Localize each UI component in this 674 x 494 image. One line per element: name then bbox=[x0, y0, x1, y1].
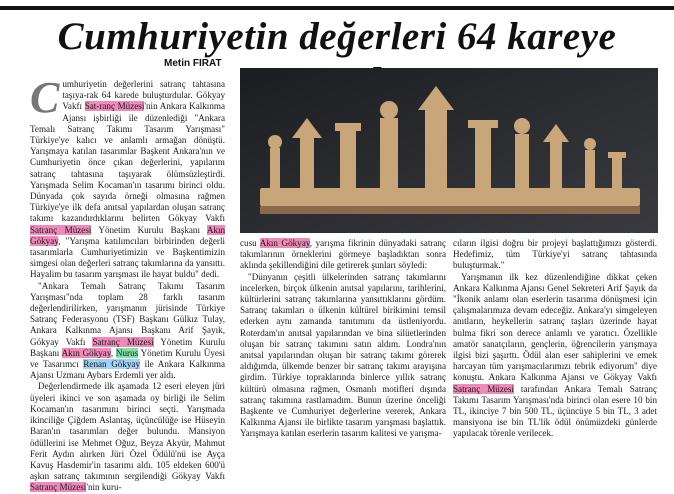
highlight: Sat-ranç Müzesi bbox=[84, 101, 145, 112]
drop-cap: C bbox=[30, 73, 60, 122]
highlight: Satranç Müzesi bbox=[92, 336, 154, 347]
article-column-3 bbox=[453, 238, 657, 440]
paragraph: cıların ilgisi doğru bir projeyi başlattığımızı gösterdi. Hedefimiz, tüm Türkiye'yi satranç tahtasında buluşturmak." bbox=[453, 238, 657, 271]
paragraph: Cumhuriyetin değerlerini satranç tahtasına taşıya-rak 64 karede buluşturdular. Gökyay Vakfı Sat-ranç Müzesi'nin Ankara Kalkınma Ajansı işbirliği ile düzenlediği "Ankara Temalı Satranç Takımı Tasarım Yarışması" Türkiye'ye kalıcı ve anlamlı armağan dönüştü. Yarışmaya katılan tasarımlar Başkent Ankara'nın ve Cumhuriyetin önce çıkan değerlerini, yapılarını satranç tahtasına taşıyarak ölümsüzleştirdi. Yarışmada Selim Kocaman'ın tasarımı birinci oldu. Dünyada çok sayıda örneği olmasına rağmen Türkiye'ye ilk defa anıtsal yapılardan oluşan satranç takımı kazandırdıklarını belirten Gökyay Vakfı Satranç Müzesi Yönetim Kurulu Başkanı Akın Gökyay, "Yarışma katılımcıları birbirinden değerli tasarımlarla Cumhuriyetimizin ve Başkentimizin simgesi olan değerleri satranç takımlarına da yansıttı. Hayalim bu tasarım yarışması ile hayat buldu" dedi. bbox=[30, 73, 226, 280]
paragraph: Değerlendirmede ilk aşamada 12 eseri eleyen jüri üyeleri ikinci ve son aşamada oy birliği ile Selim Kocaman'ın tasarımını birinci seçti. Yarışmada ikinciliğe Çiğdem Aslantaş, üçüncülüğe ise Hüseyin Baran'ın tasarımları değer bulundu. Mansiyon ödüllerini ise Mehmet Oğuz, Beyza Akyür, Mahmut Ferit Aydın alırken Jüri Özel Ödülü'nü ise Ayça Kavuş Hasdemir'in tasarımı aldı. 105 eldeken 600'ü aşkın satranç takımının sergilendiği Gökyay Vakfı Satranç Müzesi'nin kuru- bbox=[30, 381, 225, 493]
article-column-1 bbox=[30, 73, 226, 494]
highlight: Renan Gökyay bbox=[83, 359, 140, 370]
paragraph: cusu Akın Gökyay, yarışma fikrinin dünyadaki satranç takımlarının örneklerini görmeye başladıktan sonra aklında şekillendiğini dile getirerek şunları söyledi: bbox=[240, 238, 446, 271]
headline: Cumhuriyetin değerleri 64 kareye bbox=[57, 15, 617, 58]
highlight: Satranç Müzesi bbox=[30, 224, 92, 235]
byline: Metin FIRAT bbox=[164, 58, 222, 69]
paragraph: Yarışmanın ilk kez düzenlendiğine dikkat çeken Ankara Kalkınma Ajansı Genel Sekreteri Arif Şayık da "İkonik anlamı olan eserlerin tasarıma dönüşmesi için çalışmalarımıza devam edeceğiz. Ankara'yı simgeleyen anıtların, heykellerin satranç taşları üzerinde hayat bulma fikri son derece anlamlı ve yaratıcı. Özellikle amatör sanatçıların, gençlerin, öğrencilerin yarışmaya ilgisi bizi şaşırttı. Ödül alan eser sahiplerini ve emek harcayan tüm yarışmacılarımızı tebrik ediyorum" diye konuştu. Ankara Kalkınma Ajansı ve Gökyay Vakfı Satranç Müzesi tarafından Ankara Temalı Satranç Takımı Tasarım Yarışması'nda birinci olan esere 10 bin TL, ikinciye 7 bin 500 TL, üçüncüye 5 bin TL, 3 adet mansiyona ise bin TL'lik ödül önümüzdeki günlerde yapılacak törenle verilecek. bbox=[453, 271, 658, 439]
article-column-2 bbox=[240, 238, 446, 440]
chess-set-photo bbox=[240, 68, 658, 233]
paragraph: "Dünyanın çeşitli ülkelerinden satranç takımlarını incelerken, birçok ülkenin anıtsal yapılarını, tarihlerini, kültürlerini satranç takımlarına yansıttıklarını gördüm. Satranç takımları o ülkenin kültürel birikimini temsil ederken aynı zamanda tanıtımını da üstleniyordu. Roterdam'ın anıtsal yapılarından ve bina silüetlerinden oluşan bir satranç takımını satın aldım. Londra'nın anıtsal yapılarından oluşan bir satranç takımı görerek aldığımda, ülkemde benzer bir satranç takımı arayışına girdim. Türkiye topraklarında binlerce yıllık satranç kültürü olmasına rağmen, Osmanlı motifleri dışında satranç takımına rastlamadım. Bunun üzerine önceliği Başkente ve Cumhuriyet değerlerine vererek, Ankara Kalkınma Ajansı ile birlikte tasarım yarışması başlattık. Yarışmaya katılan eserlerin tasarım kalitesi ve yarışma- bbox=[240, 271, 446, 439]
paragraph: "Ankara Temalı Satranç Takımı Tasarım Yarışması"nda toplam 28 farklı tasarım değerlendirilirken, yarışmanın jürisinde Türkiye Satranç Federasyonu (TSF) Başkanı Gülkız Tulay, Ankara Kalkınma Ajansı Başkanı Arif Şayık, Gökyay Vakfı Satranç Müzesi Yönetim Kurulu Başkanı Akın Gökyay, Nurus Yönetim Kurulu Üyesi ve Tasarımcı Renan Gökyay ile Ankara Kalkınma Ajansı Uzmanı Aybars Erdemli yer aldı. bbox=[30, 280, 226, 381]
highlight: Satranç Müzesi bbox=[453, 383, 514, 394]
highlight: Akın Gökyay bbox=[61, 347, 111, 358]
highlight: Akın Gökyay bbox=[259, 238, 310, 248]
highlight: Nurus bbox=[115, 347, 139, 358]
highlight: Satranç Müzesi bbox=[30, 482, 87, 493]
photo-illustration bbox=[240, 68, 658, 233]
highlight: Akın Gökyay bbox=[30, 224, 226, 246]
top-rule bbox=[0, 6, 674, 10]
